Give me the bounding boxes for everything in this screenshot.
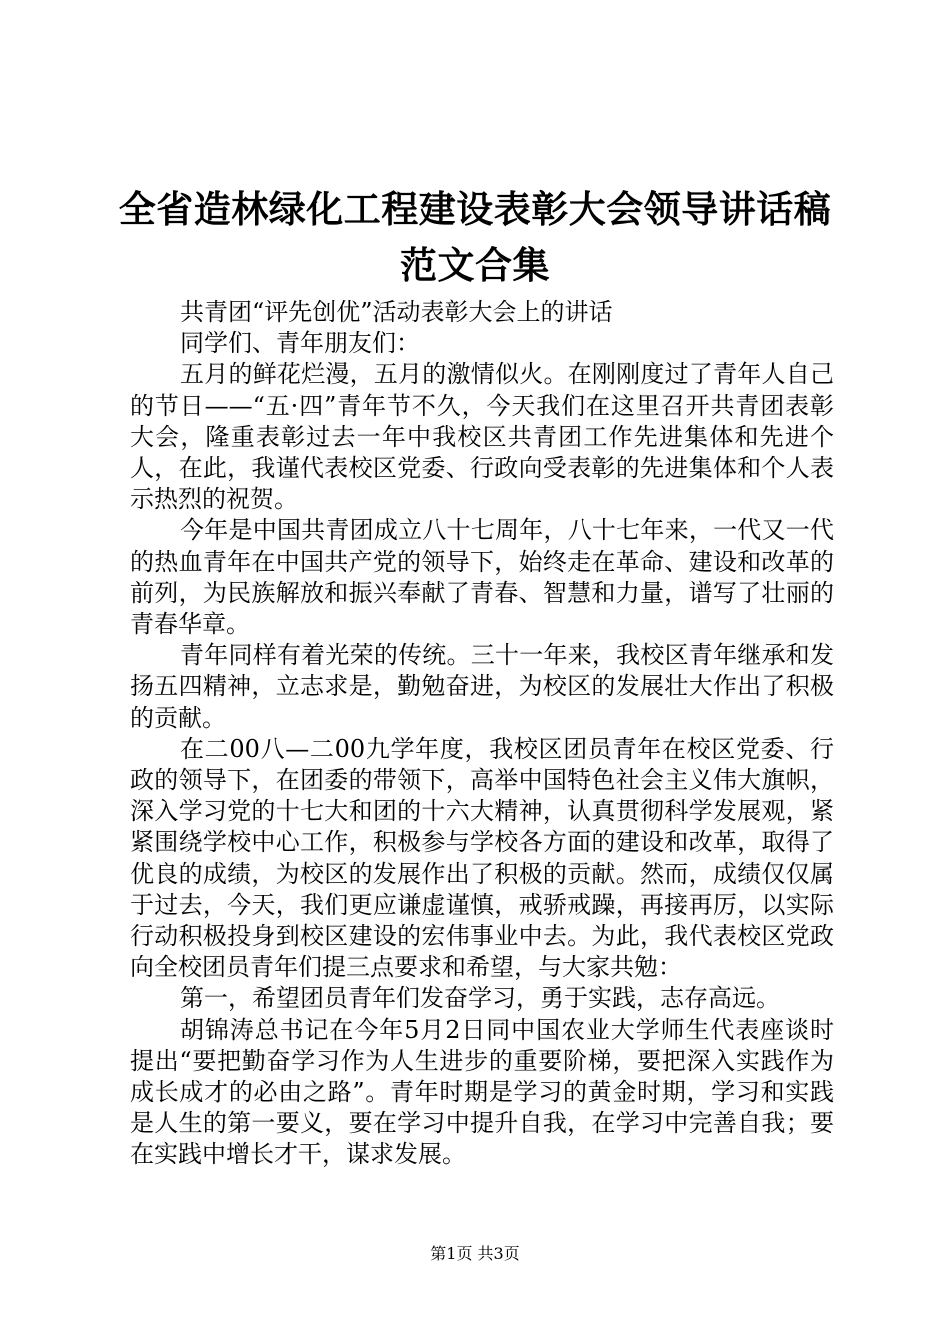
body-paragraph: 五月的鲜花烂漫，五月的激情似火。在刚刚度过了青年人自己的节日——“五·四”青年节不久，今天我们在这里召开共青团表彰大会，隆重表彰过去一年中我校区共青团工作先进集体和先进个人，在此，我谨代表校区党委、行政向受表彰的先进集体和个人表示热烈的祝贺。 <box>130 360 834 514</box>
salutation: 同学们、青年朋友们： <box>180 329 420 358</box>
page-footer: 第1页 共3页 <box>430 1244 520 1263</box>
body-paragraph: 在二00八—二00九学年度，我校区团员青年在校区党委、行政的领导下，在团委的带领下，高举中国特色社会主义伟大旗帜，深入学习党的十七大和团的十六大精神，认真贯彻科学发展观，紧紧围绕学校中心工作，积极参与学校各方面的建设和改革，取得了优良的成绩，为校区的发展作出了积极的贡献。然而，成绩仅仅属于过去，今天，我们更应谦虚谨慎，戒骄戒躁，再接再厉，以实际行动积极投身到校区建设的宏伟事业中去。为此，我代表校区党政向全校团员青年们提三点要求和希望，与大家共勉： <box>130 734 834 982</box>
document-title: 全省造林绿化工程建设表彰大会领导讲话稿范文合集 <box>118 188 832 287</box>
body-paragraph: 今年是中国共青团成立八十七周年，八十七年来，一代又一代的热血青年在中国共产党的领导下，始终走在革命、建设和改革的前列，为民族解放和振兴奉献了青春、智慧和力量，谱写了壮丽的青春华章。 <box>130 516 834 639</box>
document-body <box>130 297 834 1171</box>
body-paragraph: 第一，希望团员青年们发奋学习，勇于实践，志存高远。 <box>180 984 780 1013</box>
body-paragraph: 青年同样有着光荣的传统。三十一年来，我校区青年继承和发扬五四精神，立志求是，勤勉奋进，为校区的发展壮大作出了积极的贡献。 <box>130 641 834 732</box>
speech-heading: 共青团“评先创优”活动表彰大会上的讲话 <box>180 298 613 326</box>
body-paragraph: 胡锦涛总书记在今年5月2日同中国农业大学师生代表座谈时提出“要把勤奋学习作为人生进步的重要阶梯，要把深入实践作为成长成才的必由之路”。青年时期是学习的黄金时期，学习和实践是人生的第一要义，要在学习中提升自我，在学习中完善自我；要在实践中增长才干，谋求发展。 <box>130 1015 834 1169</box>
